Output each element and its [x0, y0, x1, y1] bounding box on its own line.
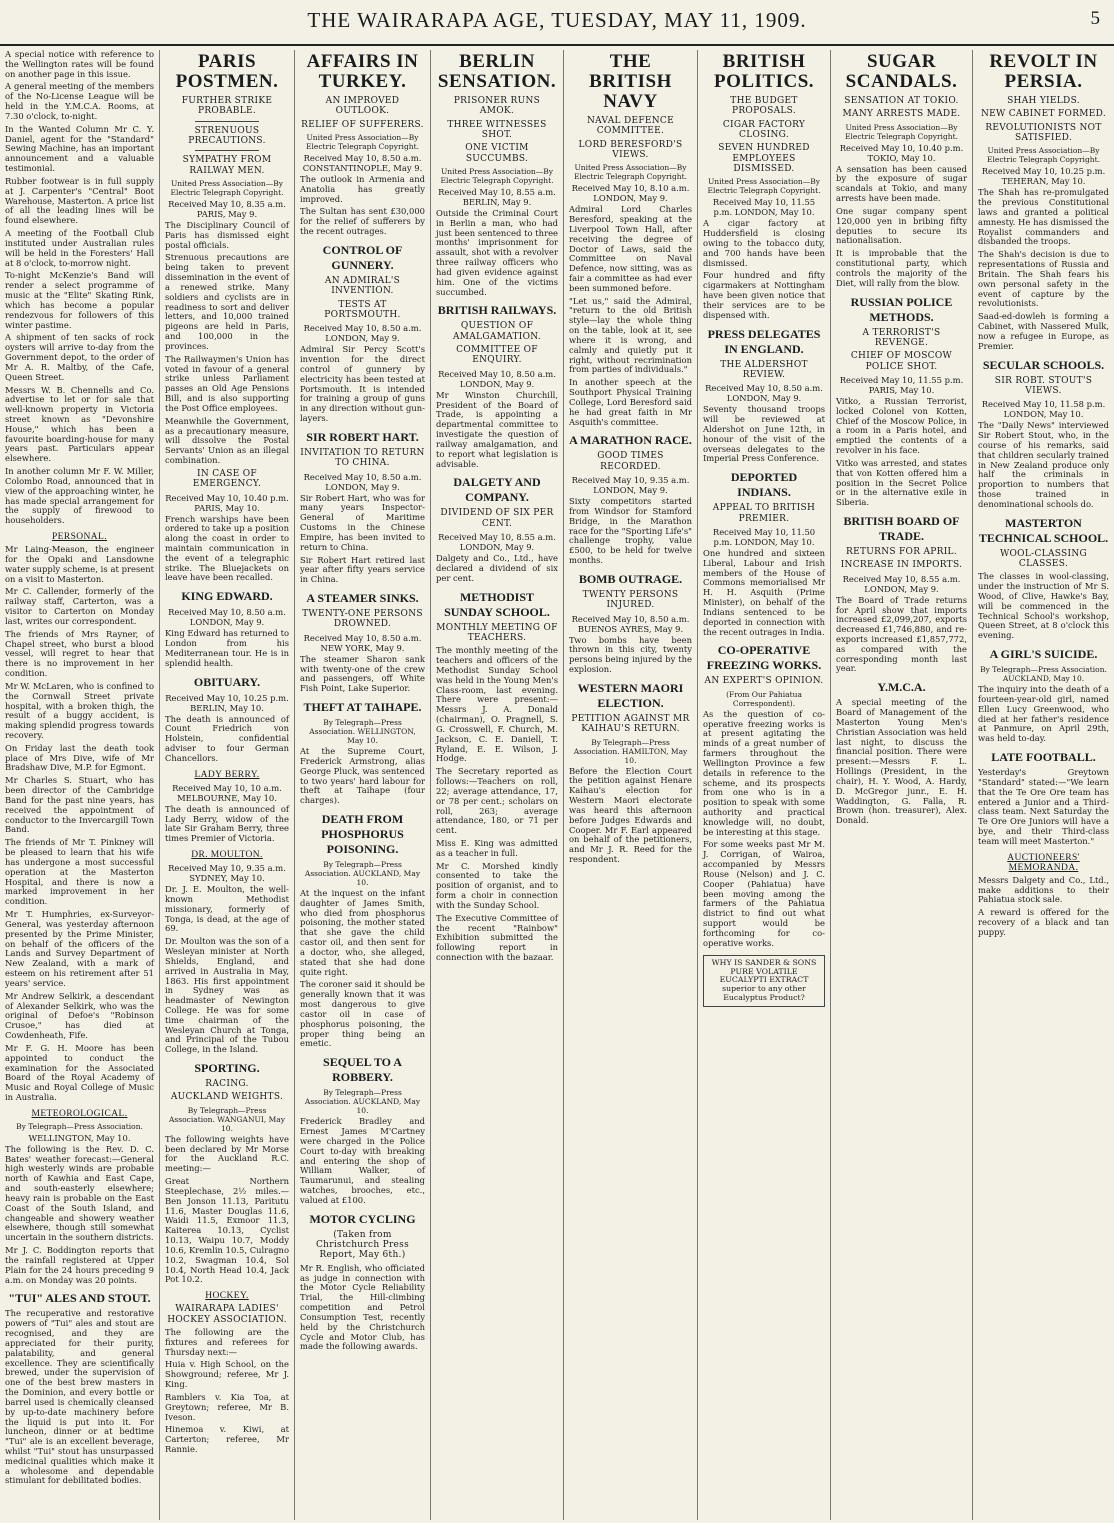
article-body	[978, 572, 1109, 641]
article-body	[703, 549, 825, 637]
paragraph: It is improbable that the constitutional party, which controls the majority of the Diet, will rally from the blow.	[836, 248, 967, 288]
credit-line: United Press Association—By Electric Telegraph Copyright.	[987, 146, 1100, 165]
article-body	[703, 405, 825, 464]
subheading: AN EXPERT'S OPINION.	[704, 676, 824, 687]
paragraph: Mr R. English, who officiated as judge in connection with the Motor Cycle Reliability Trial, the Hill-climbing competition and Petrol Consumption Test, recently held by the Christchurch Cycle and Motor Club, has made the following awards.	[300, 1262, 425, 1352]
subheading: IN CASE OF EMERGENCY.	[192, 468, 262, 490]
paragraph: Hinemoa v. Kiwi, at Carterton; referee, Mr Rannie.	[165, 1424, 289, 1455]
paragraph: Frederick Bradley and Ernest James M'Cartney were charged in the Police Court to-day with breaking and entering the shop of William Walker, of Taumarunui, and stealing watches, brooches, etc., valued at £100.	[300, 1116, 425, 1205]
dateline: Received May 10, 10.25 p.m. TEHERAN, May 10.	[981, 166, 1106, 187]
paragraph: Miss E. King was admitted as a teacher in full.	[436, 837, 558, 858]
subheading: DIVIDEND OF SIX PER CENT.	[440, 508, 554, 529]
paragraph: Mr F. G. H. Moore has been appointed to conduct the examination for the Associated Board of the Royal Academy of Music and Royal College of Music in Australia.	[5, 1042, 154, 1102]
subheading: CHIEF OF MOSCOW POLICE SHOT.	[850, 351, 953, 372]
article-body	[569, 205, 692, 427]
paragraph: A sensation has been caused by the exposure of sugar scandals at Tokio, and many arrests have been made.	[836, 163, 967, 204]
dateline: Received May 10, 8.35 a.m. PARIS, May 9.	[168, 198, 286, 219]
credit-line: United Press Association—By Electric Telegraph Copyright.	[845, 122, 958, 141]
credit-line: United Press Association—By Electric Telegraph Copyright.	[707, 177, 821, 196]
paragraph: The Shah's decision is due to representations of Russia and Britain. The Shah fears his own personal safety in the event of capture by the revolutionists.	[978, 249, 1109, 309]
dateline: Received May 10, 10.40 p.m. PARIS, May 10.	[165, 492, 289, 513]
paragraph: A general meeting of the members of the No-License League will be held in the Y.M.C.A. Rooms, at 7.30 o'clock, to-night.	[5, 81, 154, 121]
article-body	[836, 397, 967, 508]
headline: PARIS POSTMEN.	[175, 51, 279, 92]
subheading: RACING.	[205, 1079, 249, 1090]
article-body	[165, 805, 289, 844]
subheading: WOOL-CLASSING CLASSES.	[999, 548, 1088, 569]
article-body	[703, 710, 825, 949]
paragraph: The Railwaymen's Union has voted in favour of a general strike unless Parliament passes an Old Age Pensions Bill, and is also supporting the Post Office employees.	[165, 353, 289, 413]
paragraph: A special meeting of the Board of Management of the Masterton Young Men's Christian Association was held last night, to discuss the financial position. There were present:—Messrs F. L. Hollings (President, in the chair), H. Y. Wood, A. Hardy, D. McGregor junr., E. H. Waddington, G. Falla, R. Brown (hon. treasurer), Alex. Donald.	[836, 697, 967, 826]
paragraph: Seventy thousand troops will be reviewed at Aldershot on June 12th, in honour of the visit of the overseas delegates to the Imperial Press Conference.	[703, 404, 825, 464]
section-heading: BRITISH RAILWAYS.	[437, 303, 557, 318]
paragraph: Yesterday's Greytown "Standard" stated:—"We learn that the Te Ore Ore team has entered a Junior and a Third-class team. Next Saturday the Te Ore Ore Juniors will have a bye, and their Third-class team will meet Masterton."	[978, 767, 1109, 846]
dateline: Received May 10, 8.50 a.m. CONSTANTINOPLE, May 9.	[302, 152, 423, 173]
section-heading: AUCTIONEERS' MEMORANDA.	[1007, 852, 1080, 873]
subheading: TESTS AT PORTSMOUTH.	[324, 299, 401, 320]
section-heading: RUSSIAN POLICE METHODS.	[850, 294, 953, 324]
section-heading: CO-OPERATIVE FREEZING WORKS.	[706, 643, 822, 673]
paragraph: Messrs Dalgety and Co., Ltd., make additions to their Pahiatua stock sale.	[978, 874, 1109, 905]
column-paris-postmen	[160, 50, 295, 1520]
article-body	[165, 1135, 289, 1285]
article-body	[569, 767, 692, 865]
paragraph: The following are the fixtures and referees for Thursday next:—	[165, 1326, 289, 1357]
paragraph: Sixty competitors started from Windsor for Stamford Bridge, in the Marathon race for the "Sporting Life's" challenge trophy, value £500, to be held for twelve months.	[569, 496, 692, 566]
section-heading: SPORTING.	[194, 1061, 260, 1076]
dateline: Received May 10, 10 a.m. MELBOURNE, May 10.	[172, 782, 282, 803]
paragraph: Mr Laing-Meason, the engineer for the Opaki and Lansdowne water supply scheme, is at present on a visit to Masterton.	[5, 544, 154, 584]
credit-line: By Telegraph—Press Association. WELLINGTON, May 10.	[309, 718, 416, 746]
headline: BERLIN SENSATION.	[437, 51, 557, 92]
article-body	[165, 885, 289, 1055]
paragraph: The Board of Trade returns for April show that imports increased £2,099,207, exports decreased £1,746,880, and re-exports increased £1,857,772, as compared with the corresponding month last year.	[836, 594, 967, 674]
subheading: SIR ROBT. STOUT'S VIEWS.	[994, 375, 1093, 396]
subheading: PETITION AGAINST MR KAIHAU'S RETURN.	[571, 713, 690, 735]
headline: AFFAIRS IN TURKEY.	[306, 51, 419, 92]
section-heading: THEFT AT TAIHAPE.	[303, 700, 422, 715]
section-heading: HOCKEY.	[205, 1291, 249, 1302]
dateline: Received May 10, 11.55 p.m. PARIS, May 10.	[839, 374, 964, 395]
subheading: AN ADMIRAL'S INVENTION.	[324, 275, 401, 297]
article-body	[978, 876, 1109, 938]
local-news	[5, 50, 154, 526]
paragraph: Vitko was arrested, and states that von Kotten offered him a position in the Secret Police or in the alternative exile in Siberia.	[836, 457, 967, 508]
column-british-navy	[564, 50, 698, 1520]
credit-line: United Press Association—By Electric Telegraph Copyright.	[574, 163, 687, 182]
paragraph: A meeting of the Football Club instituted under Australian rules will be held in the Foresters' Hall at 8 o'clock, to-morrow night.	[5, 228, 154, 268]
paragraph: Mr Winston Churchill, President of the Board of Trade, is appointing a departmental committee to investigate the question of railway amalgamation, and to report what legislation is advisable.	[436, 389, 558, 469]
dateline: Received May 10, 8.55 a.m. BERLIN, May 9.	[438, 186, 556, 207]
article-body	[836, 596, 967, 675]
subheading: THE ALDERSHOT REVIEW.	[720, 359, 808, 380]
subheading: AN IMPROVED OUTLOOK.	[325, 95, 400, 117]
paragraph: Mr J. C. Boddington reports that the rainfall registered at Upper Plain for the 24 hours preceding 9 a.m. on Monday was 20 points.	[5, 1245, 154, 1285]
dateline: Received May 10, 8.50 a.m. LONDON, May 9.	[705, 383, 823, 404]
credit-line: By Telegraph—Press Association. AUCKLAND, May 10.	[980, 665, 1107, 684]
subheading: MONTHLY MEETING OF TEACHERS.	[436, 622, 558, 643]
paragraph: The inquiry into the death of a fourteen-year-old girl, named Ellen Lucy Greenwood, who died at her father's residence at Panmure, on April 29th, was held to-day.	[978, 684, 1109, 744]
paragraph: Meanwhile the Government, as a precautionary measure, will dissolve the Postal Servants' Union as an illegal combination.	[165, 415, 289, 465]
subheading: RETURNS FOR APRIL.	[846, 546, 957, 557]
paragraph: For some weeks past Mr M. J. Corrigan, of Wairoa, accompanied by Messrs Rouse (Nelson) and J. C. Cooper (Pahiatua) have been moving among the farmers of the Pahiatua district to find out what support would be forthcoming for co-operative works.	[703, 839, 825, 948]
subheading: SYMPATHY FROM RAILWAY MEN.	[182, 155, 272, 176]
paragraph: King Edward has returned to London from his Mediterranean tour. He is in splendid health.	[165, 628, 289, 668]
dateline: Received May 10, 8.50 a.m. LONDON, May 9.	[168, 607, 286, 628]
article-body	[165, 515, 289, 584]
dateline: Received May 10, 8.55 a.m. LONDON, May 9.	[842, 573, 961, 594]
section-heading: SIR ROBERT HART.	[306, 429, 419, 444]
article-body	[978, 685, 1109, 744]
paragraph: Ramblers v. Kia Toa, at Greytown; referee, Mr B. Iveson.	[165, 1391, 289, 1422]
section-heading: A GIRL'S SUICIDE.	[989, 647, 1098, 662]
paragraph: A shipment of ten sacks of rock oysters will arrive to-day from the Government depot, to the order of Mr A. R. Maltby, of the Cafe, Queen Street.	[5, 332, 154, 382]
paragraph: Rubber footwear is in full supply at J. Carpenter's "Central" Boot Warehouse, Masterton. A price list of all the leading lines will be found elsewhere.	[5, 175, 154, 226]
section-heading: KING EDWARD.	[181, 589, 273, 604]
article-body	[165, 1328, 289, 1455]
article-body	[436, 554, 558, 583]
paragraph: The following weights have been declared by Mr Morse for the Auckland R.C. meeting:—	[165, 1133, 289, 1174]
subheading: SEVEN HUNDRED EMPLOYEES DISMISSED.	[718, 143, 810, 174]
paragraph: In the Wanted Column Mr C. Y. Daniel, agent for the "Standard" Sewing Machine, has an important announcement and a valuable testimonial.	[5, 123, 154, 174]
subheading: APPEAL TO BRITISH PREMIER.	[712, 503, 816, 524]
paragraph: Four hundred and fifty cigarmakers at Nottingham have been given notice that their services are to be dispensed with.	[703, 270, 825, 320]
section-heading: PRESS DELEGATES IN ENGLAND.	[707, 326, 821, 356]
dateline: Received May 10, 8.50 a.m. LONDON, May 9.	[438, 368, 556, 389]
paragraph: A cigar factory at Huddersfield is closing owing to the tobacco duty, and 700 hands have been dismissed.	[703, 218, 825, 268]
section-heading: DR. MOULTON.	[191, 850, 263, 861]
subheading: WAIRARAPA LADIES' HOCKEY ASSOCIATION.	[167, 1304, 287, 1325]
headline: BRITISH POLITICS.	[713, 51, 815, 92]
subheading: COMMITTEE OF ENQUIRY.	[456, 345, 538, 366]
subheading: INVITATION TO RETURN TO CHINA.	[300, 447, 425, 469]
paragraph: Before the Election Court the petition against Henare Kaihau's election for Western Maori electorate was heard this afternoon before Judges Edwards and Cooper. Mr F. Earl appeared on behalf of the petitioners, and Mr J. R. Reed for the respondent.	[569, 765, 692, 865]
article-body	[436, 209, 558, 297]
credit-line: United Press Association—By Electric Telegraph Copyright.	[306, 132, 419, 151]
paragraph: The "Daily News" interviewed Sir Robert Stout, who, in the course of his remarks, said that children secularly trained in New Zealand produce only half the criminals in proportion to numbers that those trained in denominational schools do.	[978, 420, 1109, 509]
paragraph: The friends of Mr T. Pinkney will be pleased to learn that his wife has undergone a most successful operation at the Masterton Hospital, and there is now a marked improvement in her condition.	[5, 837, 154, 907]
subheading: GOOD TIMES RECORDED.	[597, 451, 664, 472]
section-heading: METHODIST SUNDAY SCHOOL.	[444, 589, 550, 619]
paragraph: One sugar company spent 120,000 yen in bribing fifty deputies to secure its nationalisation.	[836, 205, 967, 246]
section-heading: MASTERTON TECHNICAL SCHOOL.	[978, 515, 1109, 545]
subheading: LORD BERESFORD'S VIEWS.	[578, 139, 683, 160]
section-heading: SECULAR SCHOOLS.	[982, 357, 1105, 372]
headline: SUGAR SCANDALS.	[845, 51, 958, 92]
paragraph: The Sultan has sent £30,000 for the relief of sufferers by the recent outrages.	[300, 206, 425, 237]
paragraph: Outside the Criminal Court in Berlin a man, who had just been sentenced to three months' imprisonment for assault, shot with a revolver three railway officers who had given evidence against him. One of the victims succumbed.	[436, 207, 558, 297]
paragraph: The Executive Committee of the recent "Rainbow" Exhibition submitted the following report in connection with the bazaar.	[436, 912, 558, 963]
column-sugar-scandals	[831, 50, 973, 1520]
dateline: Received May 10, 8.50 a.m. LONDON, May 9.	[303, 471, 422, 492]
column-berlin-sensation	[431, 50, 564, 1520]
paragraph: The monthly meeting of the teachers and officers of the Methodist Sunday School was held in the Young Men's Class-room, last evening. There were present:—Messrs J. A. Donald (chairman), O. Pragnell, S. G. Crosswell, F. Church, M. Jackson, C. E. Daniell, T. Ryland, E. E. Wilson, J. Hodge.	[436, 645, 558, 764]
paragraph: The Disciplinary Council of Paris has dismissed eight postal officials.	[165, 219, 289, 250]
article-body	[300, 1117, 425, 1205]
dateline: Received May 10, 8.55 a.m. LONDON, May 9.	[438, 532, 556, 553]
article-body	[436, 391, 558, 470]
paragraph: Huia v. High School, on the Showground; referee, Mr J. King.	[165, 1359, 289, 1390]
column-british-politics	[698, 50, 831, 1520]
section-heading: BRITISH BOARD OF TRADE.	[843, 513, 960, 543]
subheading: REVOLUTIONISTS NOT SATISFIED.	[985, 122, 1102, 143]
paragraph: The following is the Rev. D. C. Bates' weather forecast:—General high westerly winds are probable north of Kawhia and East Cape, and south-easterly elsewhere; heavy rain is probable on the East Coast of the South Island, and changeable and showery weather elsewhere, though still somewhat uncertain in the southern districts.	[5, 1143, 154, 1243]
paragraph: Admiral Lord Charles Beresford, speaking at the Liverpool Town Hall, after receiving the degree of Doctor of Laws, said the Committee on Naval Defence, now sitting, was as fair a committee as had ever been summoned before.	[569, 204, 692, 293]
paragraph: Two bombs have been thrown in this city, twenty persons being injured by the explosion.	[569, 634, 692, 675]
subheading: SENSATION AT TOKIO.	[844, 95, 959, 106]
paragraph: Admiral Sir Percy Scott's invention for the direct control of gunnery by electricity has been tested at Portsmouth. It is intended for training a group of guns in any direction without gun-layers.	[300, 344, 425, 424]
subheading: RELIEF OF SUFFERERS.	[301, 119, 424, 130]
paragraph: Dalgety and Co., Ltd., have declared a dividend of six per cent.	[436, 553, 558, 583]
section-heading: A STEAMER SINKS.	[306, 591, 419, 606]
dateline: Received May 10, 10.40 p.m. TOKIO, May 10.	[839, 142, 964, 163]
divider	[195, 150, 259, 151]
tui-article	[5, 1309, 154, 1486]
column-local-news	[0, 50, 160, 1520]
subheading: AUCKLAND WEIGHTS.	[170, 1092, 284, 1103]
credit-line: By Telegraph—Press Association. HAMILTON, May 10.	[573, 737, 688, 765]
paragraph: Messrs W. B. Chennells and Co. advertise to let or for sale that well-known property in Victoria street known as "Devonshire House," which has been a favourite boarding-house for many years past. Particulars appear elsewhere.	[5, 384, 154, 464]
paragraph: Mr Andrew Selkirk, a descendant of Alexander Selkirk, who was the original of Defoe's "Robinson Crusoe," has died at Cowdenheath, Fife.	[5, 990, 154, 1041]
credit-line: United Press Association—By Electric Telegraph Copyright.	[170, 178, 284, 197]
paragraph: Mr W. McLaren, who is confined to the Cornwall Street private hospital, with a broken thigh, the result of a buggy accident, is making splendid progress towards recovery.	[5, 680, 154, 740]
paragraph: A reward is offered for the recovery of a black and tan puppy.	[978, 907, 1109, 937]
paragraph: The steamer Sharon sank with twenty-one of the crew and passengers, off White Fish Point, Lake Superior.	[300, 653, 425, 694]
paragraph: At the Supreme Court, Frederick Armstrong, alias George Pluck, was sentenced to two years' hard labour for theft at Taihape (four charges).	[300, 746, 425, 806]
personal-notes	[5, 545, 154, 1103]
article-body	[978, 768, 1109, 847]
subheading: THE BUDGET PROPOSALS.	[730, 95, 798, 117]
masthead	[0, 0, 1114, 46]
subheading: TWENTY-ONE PERSONS DROWNED.	[302, 609, 423, 630]
paragraph: Mr C. Morshed kindly consented to take the position of organist, and to form a choir in connection with the Sunday School.	[436, 860, 558, 910]
article-body	[569, 497, 692, 566]
section-heading: DEPORTED INDIANS.	[730, 470, 798, 500]
subheading: THREE WITNESSES SHOT.	[447, 119, 547, 140]
article-body	[165, 629, 289, 668]
paragraph: The outlook in Armenia and Anatolia has greatly improved.	[300, 173, 425, 204]
paragraph: In another speech at the Southport Physical Training College, Lord Beresford said he had great faith in Mr Asquith's committee.	[569, 377, 692, 427]
dateline: Received May 10, 8.50 a.m. NEW YORK, May 9.	[303, 632, 422, 653]
article-body	[300, 889, 425, 1049]
paragraph: The death is announced of Lady Berry, widow of the late Sir Graham Berry, three times Premier of Victoria.	[165, 803, 289, 844]
dateline: Received May 10, 11.50 p.m. LONDON, May 10.	[712, 526, 816, 547]
divider	[195, 121, 259, 122]
dateline: Received May 10, 8.10 a.m. LONDON, May 9.	[571, 183, 690, 204]
article-body	[300, 494, 425, 585]
article-body	[569, 636, 692, 675]
paragraph: Sir Robert Hart, who was for many years Inspector-General of Maritime Customs in the Chinese Empire, has been invited to return to China.	[300, 492, 425, 552]
dateline: Received May 10, 9.35 a.m. SYDNEY, May 10.	[168, 863, 286, 884]
article-body	[300, 1264, 425, 1352]
paragraph: Mr T. Humphries, ex-Surveyor-General, was yesterday afternoon presented by the Prime Minister, on behalf of the officers of the Lands and Survey Department of New Zealand, with a mark of esteem on his retirement after 51 years' service.	[5, 909, 154, 988]
subheading: NEW CABINET FORMED.	[980, 109, 1107, 120]
credit-line: By Telegraph—Press Association.	[16, 1121, 143, 1131]
column-affairs-turkey	[295, 50, 431, 1520]
paragraph: At the inquest on the infant daughter of James Smith, who died from phosphorus poisoning, the mother stated that she gave the child castor oil, and then sent for a doctor, who, she alleged, stated that she had done quite right.	[300, 887, 425, 977]
section-heading-meteorological: METEOROLOGICAL.	[31, 1108, 128, 1119]
credit-line: By Telegraph—Press Association. WANGANUI, May 10.	[169, 1105, 285, 1133]
paragraph: A special notice with reference to the Wellington rates will be found on another page in this issue.	[5, 50, 154, 79]
dateline: Received May 10, 11.55 p.m. LONDON, May 10.	[712, 197, 816, 218]
dateline: Received May 10, 10.25 p.m. BERLIN, May 10.	[165, 692, 289, 713]
headline: THE BRITISH NAVY	[589, 51, 672, 112]
paragraph: Dr. J. E. Moulton, the well-known Methodist missionary, formerly of Tonga, is dead, at the age of 69.	[165, 884, 289, 934]
article-body	[836, 165, 967, 289]
section-heading: OBITUARY.	[193, 674, 261, 689]
paragraph: The Shah has re-promulgated the previous Constitutional laws and granted a political amnesty. He has dismissed the Royalist commanders and disbanded the troops.	[978, 187, 1109, 247]
paragraph: The friends of Mrs Rayner, of Chapel street, who burst a blood vessel, will regret to hear that there is no improvement in her condition.	[5, 628, 154, 679]
paragraph: One hundred and sixteen Liberal, Labour and Irish members of the House of Commons memorialised Mr H. H. Asquith (Prime Minister), on behalf of the Indians sentenced to be deported in connection with the recent outrages in India.	[703, 547, 825, 637]
article-body	[436, 646, 558, 963]
paragraph: Great Northern Steeplechase, 2½ miles.—Ben Jonson 11.13, Paritutu 11.6, Master Douglas 11.6, Waidi 11.5, Exmoor 11.3, Kaiterea 10.13, Cyclist 10.13, Waipu 10.7, Moddy 10.6, Kremlin 10.5, Culragno 10.2, Swagman 10.4, Sol 10.4, North Head 10.4, Jack Pot 10.2.	[165, 1176, 289, 1285]
subheading: TWENTY PERSONS INJURED.	[582, 589, 679, 611]
paragraph: To-night McKenzie's Band will render a select programme of music at the "Elite" Skating Rink, which has become a popular rendezvous for followers of this winter pastime.	[5, 270, 154, 330]
paragraph: Sir Robert Hart retired last year after fifty years service in China.	[300, 554, 425, 585]
subheading: CIGAR FACTORY CLOSING.	[722, 119, 806, 140]
section-heading: MOTOR CYCLING	[309, 1211, 416, 1226]
credit-line: By Telegraph—Press Association. AUCKLAND, May 10.	[304, 859, 421, 887]
section-heading: Y.M.C.A.	[877, 680, 926, 695]
article-body	[978, 421, 1109, 509]
paragraph: The classes in wool-classing, under the instruction of Mr S. Wood, of Clive, Hawke's Bay, will be commenced in the Technical School's workshop, Queen Street, at 8 o'clock this evening.	[978, 571, 1109, 641]
dateline: Received May 10, 8.50 a.m. LONDON, May 9.	[303, 323, 422, 344]
section-heading: DALGETY AND COMPANY.	[453, 475, 541, 505]
paragraph: The coroner said it should be generally known that it was most dangerous to give castor oil in case of phosphorus poisoning, the proper thing being an emetic.	[300, 979, 425, 1049]
subheading: FURTHER STRIKE PROBABLE.	[181, 95, 273, 117]
paragraph: French warships have been ordered to take up a position along the coast in order to maintain communication in the event of a telegraphic strike. The Bluejackets on leave have been recalled.	[165, 513, 289, 583]
subheading: MANY ARRESTS MADE.	[842, 109, 961, 120]
article-body	[836, 698, 967, 826]
paragraph: The Secretary reported as follows:—Teachers on roll, 22; average attendance, 17, or 78 per cent.; scholars on roll, 263; average attendance, 180, or 71 per cent.	[436, 766, 558, 836]
dateline: WELLINGTON, May 10.	[28, 1132, 131, 1143]
paragraph: The death is announced of Count Friedrich von Holstein, confidential adviser to four German Chancellors.	[165, 713, 289, 763]
section-heading: A MARATHON RACE.	[569, 433, 692, 448]
article-body	[165, 715, 289, 764]
dateline: Received May 10, 9.35 a.m. LONDON, May 9.	[571, 475, 690, 496]
article-body	[300, 175, 425, 237]
article-body	[300, 345, 425, 424]
section-heading: WESTERN MAORI ELECTION.	[577, 680, 684, 710]
paragraph: Dr. Moulton was the son of a Wesleyan minister at North Shields, England, and arrived in Australia in May, 1863. His first appointment in Sydney was as headmaster of Newington College. He was for some time chairman of the Wesleyan Church at Tonga, and Principal of the Tubou College, in the Island.	[165, 936, 289, 1055]
column-revolt-persia	[973, 50, 1114, 1520]
credit-line: (From Our Pahiatua Correspondent).	[726, 689, 802, 708]
section-heading: CONTROL OF GUNNERY.	[322, 242, 403, 272]
paragraph: Saad-ed-dowleh is forming a Cabinet, with Nassered Mulk, now a refugee in Europe, as Premier.	[978, 311, 1109, 351]
subheading: INCREASE IN IMPORTS.	[840, 560, 963, 571]
article-body	[300, 655, 425, 694]
article-body	[300, 747, 425, 806]
paragraph: Mr Charles S. Stuart, who has been director of the Cambridge Band for the past nine years, has received the appointment of conductor to the Invercargill Town Band.	[5, 775, 154, 835]
subheading: NAVAL DEFENCE COMMITTEE.	[587, 115, 674, 137]
headline: REVOLT IN PERSIA.	[989, 51, 1098, 92]
dateline: Received May 10, 11.58 p.m. LONDON, May 10.	[981, 399, 1106, 420]
subheading: SHAH YIELDS.	[1007, 95, 1080, 106]
credit-line: By Telegraph—Press Association. AUCKLAND, May 10.	[304, 1088, 421, 1116]
section-heading-personal: PERSONAL.	[51, 532, 108, 543]
subheading: (Taken from Christchurch Press Report, May 6th.)	[315, 1229, 410, 1261]
section-heading: DEATH FROM PHOSPHORUS POISONING.	[321, 811, 404, 856]
paragraph: Strenuous precautions are being taken to prevent dissemination in the event of a renewed strike. Many soldiers and cyclists are in readiness to sort and deliver letters, and 10,000 trained pigeons are held in Paris, and 100,000 in the provinces.	[165, 252, 289, 351]
paragraph: As the question of co-operative freezing works is at present agitating the minds of a great number of farmers throughout the Wellington Province a few details in reference to the scheme, and its prospects from one who is in a position to speak with some authority and practical knowledge will, no doubt, be interesting at this stage.	[703, 708, 825, 837]
subheading: ONE VICTIM SUCCUMBS.	[465, 143, 529, 164]
paragraph: The recuperative and restorative powers of "Tui" ales and stout are recognised, and they are appreciated for their purity, palatability, and general excellence. They are scientifically brewed, under the supervision of one of the best brew masters in the Dominion, and every bottle or barrel used is chemically cleansed by up-to-date machinery before the liquid is put into it. For luncheon, dinner or at bedtime "Tui" ale is an excellent beverage, whilst "Tui" stout has unsurpassed medicinal qualities which make it a wholesome and dependable stimulant for debilitated bodies.	[5, 1308, 154, 1486]
page-number: 5	[1090, 8, 1100, 29]
section-heading: LATE FOOTBALL.	[991, 750, 1096, 765]
section-heading: BOMB OUTRAGE.	[578, 571, 683, 586]
paragraph: Vitko, a Russian Terrorist, locked Colonel von Kotten, Chief of the Moscow Police, in a room in a Paris hotel, and emptied the contents of a revolver in his face.	[836, 395, 967, 456]
dateline: Received May 10, 8.50 a.m. BUENOS AYRES, May 9.	[571, 613, 690, 634]
paragraph: On Friday last the death took place of Mrs Dive, wife of Mr Bradshaw Dive, M.P. for Egmont.	[5, 742, 154, 773]
credit-line: United Press Association—By Electric Telegraph Copyright.	[440, 166, 554, 185]
article-body	[165, 221, 289, 466]
article-body	[703, 219, 825, 320]
subheading: PRISONER RUNS AMOK.	[453, 95, 541, 117]
weather-report	[5, 1145, 154, 1286]
article-body	[978, 188, 1109, 351]
subheading: A TERRORIST'S REVENGE.	[862, 327, 941, 348]
section-heading: LADY BERRY.	[194, 769, 260, 780]
subheading: STRENUOUS PRECAUTIONS.	[188, 125, 266, 146]
paragraph: In another column Mr F. W. Miller, Colombo Road, announced that in view of the approaching winter, he has made special arrangement for the supply of firewood to householders.	[5, 466, 154, 526]
subheading: QUESTION OF AMALGAMATION.	[452, 321, 542, 342]
paragraph: "Let us," said the Admiral, "return to the old British style—lay the whole thing on the table, look at it, see where it is wrong, and calmly and quietly put it right, without recrimination from parties of individuals."	[569, 295, 692, 375]
paragraph: Mr C. Callender, formerly of the railway staff, Carterton, was a visitor to Carterton on Monday last, writes our correspondent.	[5, 586, 154, 626]
masthead-title: THE WAIRARAPA AGE, TUESDAY, MAY 11, 1909.	[307, 8, 807, 32]
section-heading-tui: "TUI" ALES AND STOUT.	[8, 1291, 151, 1306]
section-heading: SEQUEL TO A ROBBERY.	[323, 1055, 402, 1085]
advertisement: WHY IS SANDER & SONS PURE VOLATILE EUCALYPTI EXTRACT superior to any other Eucalyptus Product?	[703, 955, 825, 1008]
